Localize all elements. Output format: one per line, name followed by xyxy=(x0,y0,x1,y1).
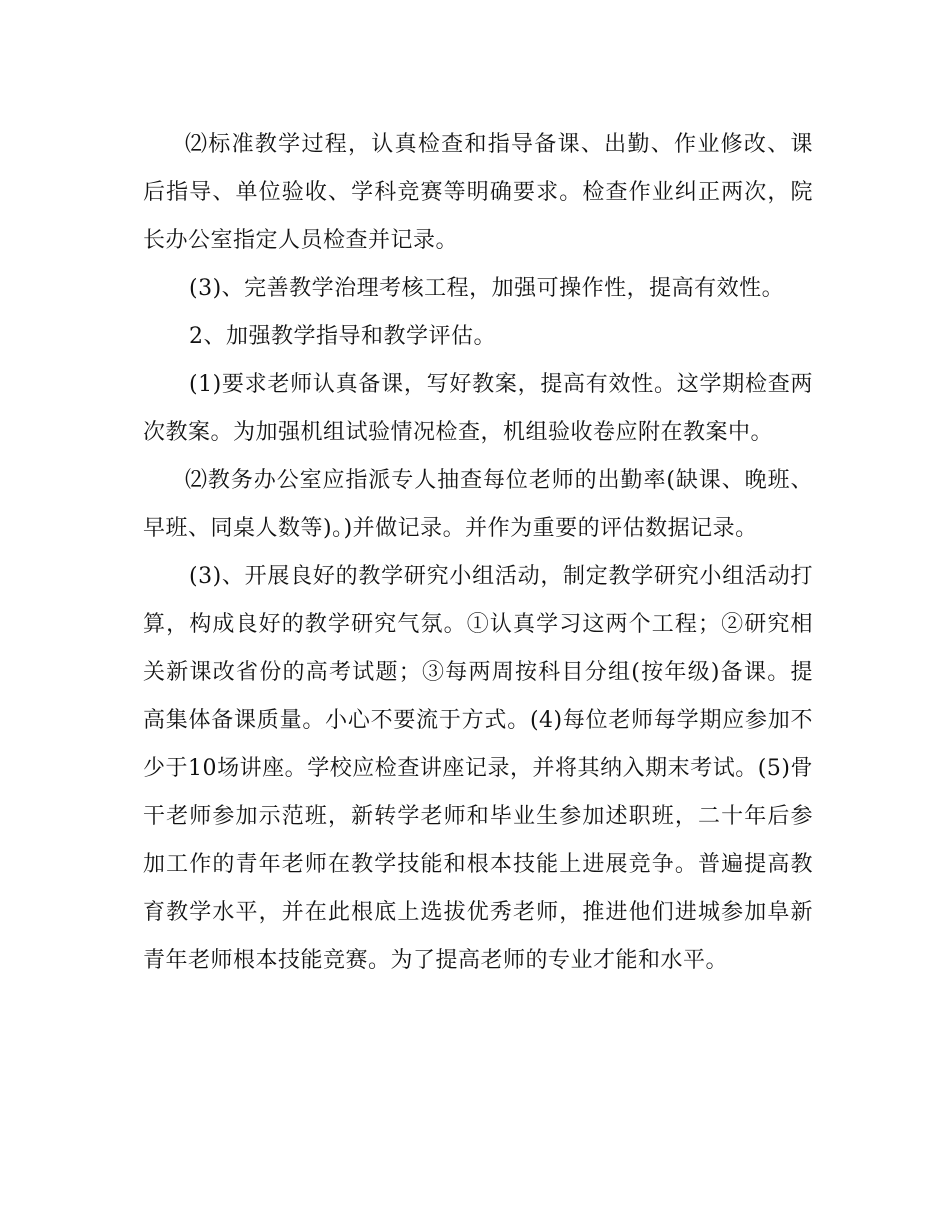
paragraph-1: ⑵标准教学过程，认真检查和指导备课、出勤、作业修改、课后指导、单位验收、学科竞赛等明确要求。检查作业纠正两次，院长办公室指定人员检查并记录。 xyxy=(143,132,813,253)
paragraph-2: (3)、完善教学治理考核工程，加强可操作性，提高有效性。 xyxy=(189,276,785,301)
paragraph-6: (3)、开展良好的教学研究小组活动，制定教学研究小组活动打算，构成良好的教学研究气氛。①认真学习这两个工程；②研究相关新课改省份的高考试题；③每两周按科目分组(按年级)备课。提高集体备课质量。小心不要流于方式。(4)每位老师每学期应参加不少于10场讲座。学校应检查讲座记录，并将其纳入期末考试。(5)骨干老师参加示范班，新转学老师和毕业生参加述职班，二十年后参加工作的青年老师在教学技能和根本技能上进展竞争。普遍提高教育教学水平，并在此根底上选拔优秀老师，推进他们进城参加阜新青年老师根本技能竞赛。为了提高老师的专业才能和水平。 xyxy=(143,564,813,973)
paragraph-5: ⑵教务办公室应指派专人抽查每位老师的出勤率(缺课、晚班、早班、同桌人数等)。)并做记录。并作为重要的评估数据记录。 xyxy=(143,468,813,541)
paragraph-3: 2、加强教学指导和教学评估。 xyxy=(189,324,496,349)
paragraph-4: (1)要求老师认真备课，写好教案，提高有效性。这学期检查两次教案。为加强机组试验情况检查，机组验收卷应附在教案中。 xyxy=(143,372,813,445)
